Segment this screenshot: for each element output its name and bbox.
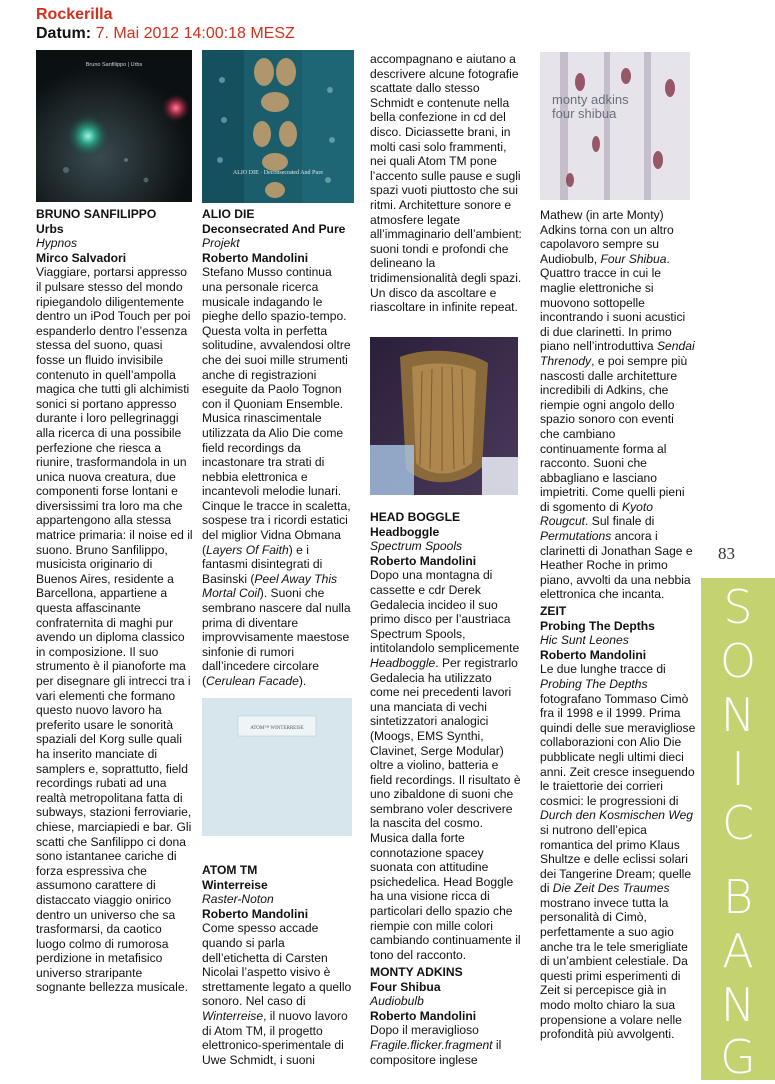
article-bruno-sanfilippo <box>36 207 194 995</box>
date-line <box>36 24 295 44</box>
cover-alio-text: ALIO DIE · Deconsecrated And Pure <box>232 170 324 176</box>
section-letter: O <box>719 634 757 688</box>
article-zeit <box>540 604 696 1042</box>
article-author: Mirco Salvadori <box>36 250 127 265</box>
section-letter: A <box>722 924 754 978</box>
article-title: Four Shibua <box>370 979 441 994</box>
section-letter: I <box>731 742 745 796</box>
article-label: Spectrum Spools <box>370 539 463 554</box>
article-label: Hic Sunt Leones <box>540 633 629 648</box>
article-monty-adkins-continued <box>540 208 696 602</box>
article-artist: ALIO DIE <box>202 207 255 221</box>
article-header <box>202 863 354 921</box>
article-label: Raster-Noton <box>202 892 274 907</box>
section-letter: N <box>720 688 756 742</box>
article-author: Roberto Mandolini <box>370 1008 477 1023</box>
article-header <box>370 510 522 568</box>
cover-monty-line1: monty adkins <box>552 92 629 107</box>
cover-atom-tm <box>202 698 352 836</box>
article-artist: ATOM TM <box>202 863 258 877</box>
article-artist: ZEIT <box>540 604 567 618</box>
section-letter: G <box>720 1030 756 1084</box>
publication-name: Rockerilla <box>36 6 113 23</box>
page-number: 83 <box>718 544 735 563</box>
article-artist: MONTY ADKINS <box>370 965 463 979</box>
section-letter: C <box>721 796 755 850</box>
article-artist: BRUNO SANFILIPPO <box>36 207 157 221</box>
article-body: Dopo una montagna di cassette e cdr Derek Gedalecia incideo il suo primo disco per l’austriaca Spectrum Spools, intitolandolo semplicemente Headboggle. Per registrarlo Gedalecia ha utilizzato come nei precedenti lavori una manciata di vechi sintetizzatori analogici (Moogs, EMS Synthi, Clavinet, Serge Modular) oltre a violino, batteria e field recordings. Il risultato è uno zibaldone di suoni che sembrano voler descrivere la nascita del cosmo. Musica dalla forte connotazione spacey suonata con attitudine psichedelica. Head Boggle ha una visione ricca di particolari dello spazio che riempie con mille colori cambiando continuamente il tono del racconto. <box>370 568 521 962</box>
cover-urbs-text: Bruno Sanfilippo | Urbs <box>85 62 143 68</box>
article-title: Winterreise <box>202 877 268 892</box>
cover-alio-die <box>202 50 354 203</box>
cover-atom-text: ATOM™ WINTERREISE <box>250 726 304 731</box>
article-header <box>540 604 696 662</box>
article-title: Urbs <box>36 221 64 236</box>
article-body: Dopo il meraviglioso Fragile.flicker.fragment il compositore inglese <box>370 1023 502 1067</box>
article-title: Deconsecrated And Pure <box>202 221 346 236</box>
article-author: Roberto Mandolini <box>540 647 647 662</box>
article-body: Stefano Musso continua una personale ricerca musicale indagando le pieghe dello spazio-tempo. Questa volta in perfetta solitudine, avvalendosi oltre che dei suoi mille strumenti anche di registrazioni eseguite da Paolo Tognon con il Quoniam Ensemble. Musica rinascimentale utilizzata da Alio Die come field recordings da incastonare tra strati di nebbia elettronica e incantevoli melodie lunari. Cinque le tracce in scaletta, sospese tra i ricordi estatici del miglior Vidna Obmana (Layers Of Faith) e i fantasmi disintegrati di Basinski (Peel Away This Mortal Coil). Suoni che sembrano nascere dal nulla prima di diventare improvvisamente maestose sinfonie di rumori dall’incedere circolare (Cerulean Facade). <box>202 265 351 688</box>
section-sidebar <box>701 578 775 1084</box>
article-body: accompagnano e aiutano a descrivere alcune fotografie scattate dallo stesso Schmidt e contenute nella bella confezione in cd del disco. Diciassette brani, in molti casi solo frammenti, nei quali Atom TM pone l’accento sulle pause e sugli spazi vuoti piuttosto che sui ritmi. Architetture sonore e atmosfere legate all’immaginario dell’ambient: suoni tondi e profondi che delineano la tridimensionalità degli spazi. Un disco da ascoltare e riascoltare in infinite repeat. <box>370 52 522 315</box>
cover-monty-line2: four shibua <box>552 106 617 121</box>
article-header <box>370 965 522 1023</box>
article-header <box>36 207 194 265</box>
section-letter: S <box>723 580 753 634</box>
article-author: Roberto Mandolini <box>202 250 309 265</box>
article-title: Probing The Depths <box>540 618 655 633</box>
article-header <box>202 207 354 265</box>
article-label: Audiobulb <box>370 994 424 1009</box>
article-title: Headboggle <box>370 524 440 539</box>
article-body: Mathew (in arte Monty) Adkins torna con un altro capolavoro sempre su Audiobulb, Four Shibua. Quattro tracce in cui le maglie elettroniche si muovono sottopelle incontrando i suoni acustici di due clarinetti. In primo piano nell’introduttiva Sendai Threnody, e poi sempre più nascosti dalle architetture incredibili di Adkins, che riempie ogni angolo dello spazio sonoro con eventi che cambiano continuamente forma al racconto. Suoni che abbagliano e lasciano impietriti. Come quelli pieni di sgomento di Kyoto Rougcut. Sul finale di Permutations ancora i clarinetti di Jonathan Sage e Heather Roche in primo piano, avvolti da una nebbia elettronica che incanta. <box>540 208 695 602</box>
page-header <box>36 6 295 44</box>
cover-urbs <box>36 50 192 202</box>
article-label: Hypnos <box>36 236 78 251</box>
article-label: Projekt <box>202 236 240 251</box>
article-alio-die <box>202 207 354 689</box>
cover-head-boggle <box>370 337 518 495</box>
article-body: Come spesso accade quando si parla dell’etichetta di Carsten Nicolai l’aspetto visivo è strettamente legato a quello sonoro. Nel caso di Winterreise, il nuovo lavoro di Atom TM, il progetto elettronico-sperimentale di Uwe Schmidt, i suoni <box>202 921 352 1067</box>
section-letter: B <box>722 870 754 924</box>
article-author: Roberto Mandolini <box>202 906 309 921</box>
article-artist: HEAD BOGGLE <box>370 510 461 524</box>
date-label: Datum: <box>36 25 92 42</box>
article-monty-adkins <box>370 965 522 1067</box>
article-atom-tm-continued <box>370 52 522 315</box>
article-head-boggle <box>370 510 522 962</box>
article-atom-tm <box>202 863 354 1067</box>
section-letter: N <box>720 978 756 1032</box>
date-value: 7. Mai 2012 14:00:18 MESZ <box>95 25 295 42</box>
article-author: Roberto Mandolini <box>370 553 477 568</box>
article-body: Viaggiare, portarsi appresso il pulsare stesso del mondo ripiegandolo diligentemente dentro un iPod Touch per poi espanderlo dentro l’essenza stessa del suono, quasi fosse un fluido invisibile contenuto in quell’ampolla magica che tutti gli alchimisti sonici si portano appresso durante i loro pellegrinaggi alla ricerca di una possibile perfezione che riesca a riunire, trasformandola in un unica nuova creatura, due componenti forse lontani e diversissimi tra loro ma che appartengono alla stessa matrice primaria: il noise ed il suono. Bruno Sanfilippo, musicista originario di Buenos Aires, residente a Barcellona, appartiene a questa affascinante confraternita di maghi pur avendo un diploma classico in composizione. Il suo strumento è il pianoforte ma per disegnare gli intrecci tra i vari elementi che formano questo nuovo lavoro ha preferito usare le sonorità spaziali del Korg sulle quali ha inserito manciate di samplers e, soprattutto, field recordings rubati ad una realtà metropolitana fatta di subways, stazioni ferroviarie, chiese, marciapiedi e bar. Gli scatti che Sanfilippo ci dona sono istantanee cariche di forza espressiva che assumono carattere di distaccato viaggio onirico dentro un universo che sa trasformarsi, da caotico luogo colmo di rumorosa perdizione in metafisico universo straripante sognante bellezza musicale. <box>36 265 193 995</box>
cover-monty-adkins <box>540 52 690 200</box>
article-body: Le due lunghe tracce di Probing The Depths fotografano Tommaso Cimò fra il 1998 e il 1999. Prima quindi delle sue meravigliose collaborazioni con Alio Die pubblicate negli ultimi dieci anni. Zeit cresce inseguendo le traiettorie dei corrieri cosmici: le progressioni di Durch den Kosmischen Weg si nutrono dell’epica romantica del primo Klaus Shultze e delle eclissi solari dei Tangerine Dream; quelle di Die Zeit Des Traumes mostrano invece tutta la personalità di Cimò, perfettamente a suo agio anche tra le tele smerigliate di un’ambient celestiale. Da questi primi esperimenti di Zeit si percepisce già in modo molto chiaro la sua propensione a volare nelle profondità più avvolgenti. <box>540 662 696 1042</box>
